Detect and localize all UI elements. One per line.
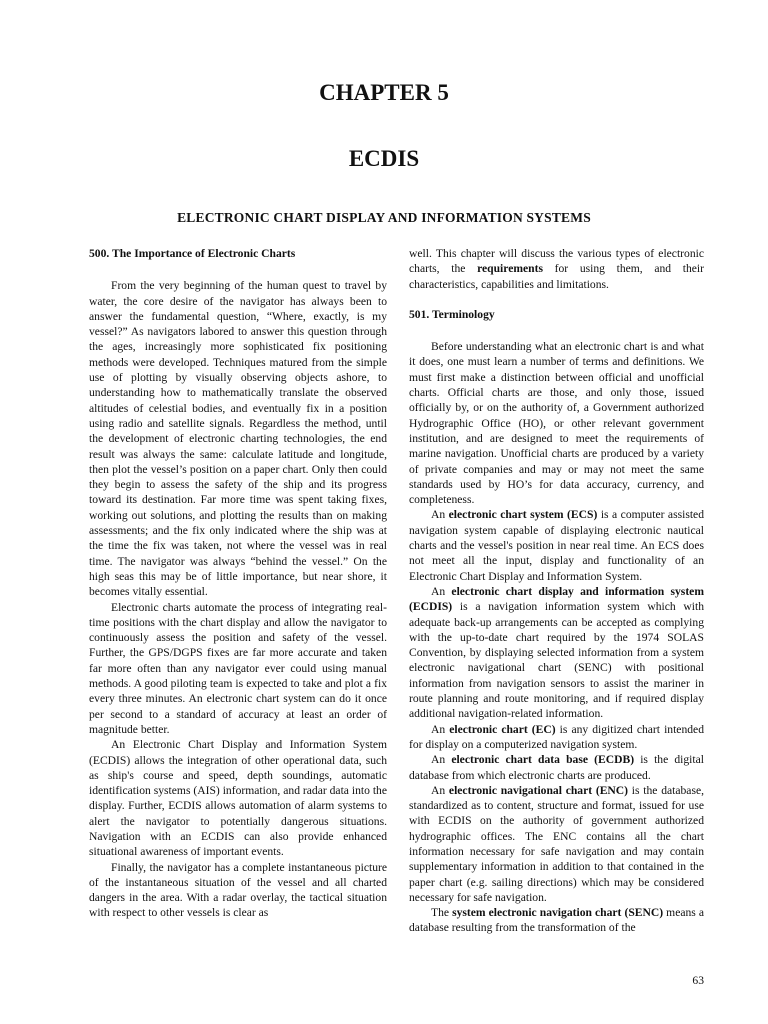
bold-term: requirements xyxy=(477,262,543,276)
definition-ecdb: An electronic chart data base (ECDB) is the digital database from which electronic charts are produced. xyxy=(409,753,704,782)
bold-term: electronic chart data base (ECDB) xyxy=(451,753,635,767)
paragraph: Electronic charts automate the process of integrating real-time positions with the chart display and allow the navigator to continuously assess the position and safety of the vessel. Further, the GPS/DGPS fixes are far more accurate and taken far more often than any navigator ever could using manual methods. A good piloting team is expected to take and plot a fix every three minutes. An electronic chart system can do it once per second to a standard of accuracy at least an order of magnitude better. xyxy=(89,600,387,736)
bold-term: electronic chart system (ECS) xyxy=(448,508,598,522)
paragraph: Before understanding what an electronic chart is and what it does, one must learn a number of terms and definitions. We must first make a distinction between official and unofficial charts. Official charts are those, and only those, issued officially by, or on the authority of, a Government authorized Hydrographic Office (HO), or other relevant government institution, and are designed to meet the requirements of marine navigation. Unofficial charts are produced by a variety of private companies and may or may not meet the same standards used by HO’s for data accuracy, currency, and completeness. xyxy=(409,340,704,507)
paragraph: Finally, the navigator has a complete instantaneous picture of the instantaneous situation of the vessel and all charted dangers in the area. With a radar overlay, the tactical situation with respect to other vessels is clear as xyxy=(89,860,387,920)
chapter-number: CHAPTER 5 xyxy=(319,80,449,105)
paragraph: well. This chapter will discuss the various types of electronic charts, the requirements for using them, and their characteristics, capabilities and limitations. xyxy=(409,247,705,291)
definition-senc: The system electronic navigation chart (SENC) means a database resulting from the transformation of the xyxy=(409,906,705,935)
bold-term: electronic chart display and information system (ECDIS) xyxy=(409,584,704,614)
chapter-subtitle: ELECTRONIC CHART DISPLAY AND INFORMATION SYSTEMS xyxy=(177,210,591,225)
right-column xyxy=(409,246,704,936)
definition-ec: An electronic chart (EC) is any digitized chart intended for display on a computerized navigation system. xyxy=(409,722,704,751)
bold-term: system electronic navigation chart (SENC) xyxy=(452,906,664,920)
section-500-heading: 500. The Importance of Electronic Charts xyxy=(89,247,296,260)
paragraph: From the very beginning of the human quest to travel by water, the core desire of the navigator has always been to answer the fundamental question, “Where, exactly, is my vessel?” As navigators labored to answer this question through the ages, increasingly more sophisticated fix positioning methods were developed. Techniques matured from the simple use of plotting by visually observing objects ashore, to understanding how to mathematically translate the observed altitudes of celestial bodies, and eventually fix in a position using radio and satellite signals. Regardless the method, until the development of electronic charting technologies, the end result was always the same: calculate latitude and longitude, then plot the vessel’s position on a paper chart. Only then could they begin to assess the safety of the ship and its progress toward its destination. Far more time was spent taking fixes, working out solutions, and plotting the results than on making assessments; and the fix only indicated where the ship was at the time the fix was taken, not where the vessel was in real time. The navigator was always “behind the vessel.” On the high seas this may be of little importance, but near shore, it becomes vitally essential. xyxy=(89,279,387,599)
page-number: 63 xyxy=(692,974,704,987)
definition-enc: An electronic navigational chart (ENC) is the database, standardized as to content, structure and format, issued for use with ECDIS on the authority of government authorized hydrographic offices. The ENC contains all the chart information necessary for safe navigation and may contain supplementary information in addition to that contained in the paper chart (e.g. sailing directions) which may be considered necessary for safe navigation. xyxy=(409,783,704,904)
bold-term: electronic chart (EC) xyxy=(449,722,556,736)
definition-ecdis: An electronic chart display and information system (ECDIS) is a navigation information system which with adequate back-up arrangements can be accepted as complying with the up-to-date chart required by the 1974 SOLAS Convention, by displaying selected information from a system electronic navigational chart (SENC) with positional information from navigation sensors to assist the mariner in route planning and route monitoring, and if required display additional navigation-related information. xyxy=(409,584,704,721)
section-501-heading: 501. Terminology xyxy=(409,307,495,321)
chapter-title: ECDIS xyxy=(348,146,420,171)
definition-ecs: An electronic chart system (ECS) is a computer assisted navigation system capable of displaying electronic nautical charts and the vessel's position in near real time. An ECS does not meet all the input, display and functionality of an Electronic Chart Display and Information System. xyxy=(409,508,705,583)
left-column xyxy=(89,246,387,921)
paragraph: An Electronic Chart Display and Information System (ECDIS) allows the integration of other operational data, such as ship's course and speed, depth soundings, automatic identification systems (AIS) information, and radar data into the display. Further, ECDIS allows automation of alarm systems to alert the navigator to potentially dangerous situations. Navigation with an ECDIS can also provide enhanced situational awareness of important events. xyxy=(89,738,387,859)
bold-term: electronic navigational chart (ENC) xyxy=(448,783,629,797)
